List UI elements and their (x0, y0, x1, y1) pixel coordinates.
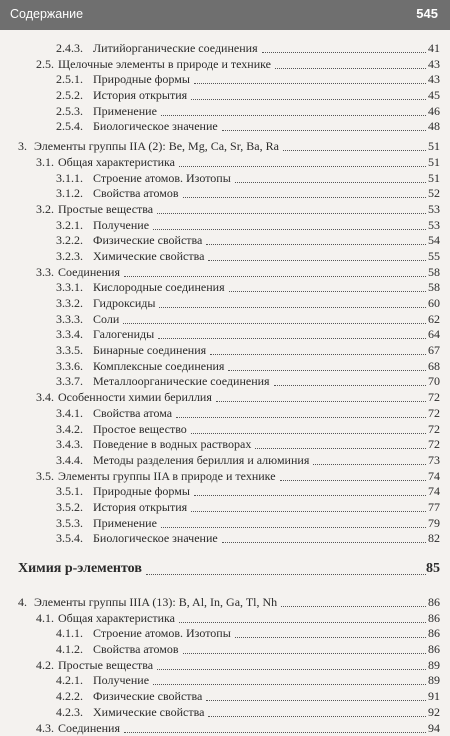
toc-entry-page: 79 (428, 516, 440, 532)
toc-leader-dots (158, 338, 426, 339)
toc-entry (0, 626, 450, 642)
toc-entry-title: Применение (93, 104, 157, 120)
toc-entry-title: Гидроксиды (93, 296, 155, 312)
toc-entry-title: Применение (93, 516, 157, 532)
toc-entry (0, 516, 450, 532)
toc-entry-number: 3.3.1. (56, 280, 83, 296)
toc-entry-page: 72 (428, 406, 440, 422)
toc-entry-title: Щелочные элементы в природе и технике (58, 57, 271, 73)
toc-entry (0, 642, 450, 658)
toc-entry-page: 58 (428, 280, 440, 296)
toc-leader-dots (157, 669, 426, 670)
toc-entry-page: 41 (428, 41, 440, 57)
toc-entry-number: 3.5. (36, 469, 54, 485)
toc-entry-page: 54 (428, 233, 440, 249)
toc-entry-page: 51 (428, 155, 440, 171)
toc-entry (0, 469, 450, 485)
toc-entry-number: 3.5.1. (56, 484, 83, 500)
toc-leader-dots (274, 385, 426, 386)
toc-entry-page: 46 (428, 104, 440, 120)
toc-entry-page: 60 (428, 296, 440, 312)
toc-entry-title: Строение атомов. Изотопы (93, 171, 231, 187)
toc-entry-page: 86 (428, 595, 440, 611)
toc-entry-title: Простые вещества (58, 202, 153, 218)
toc-entry-number: 4.3. (36, 721, 54, 736)
toc-entry-title: Элементы группы IIA (2): Be, Mg, Ca, Sr, Ba, Ra (34, 139, 279, 155)
toc-entry-title: Природные формы (93, 484, 190, 500)
toc-entry-title: Физические свойства (93, 689, 202, 705)
toc-leader-dots (124, 732, 426, 733)
toc-entry-title: Поведение в водных растворах (93, 437, 251, 453)
toc-entry-page: 53 (428, 218, 440, 234)
toc-entry-page: 43 (428, 57, 440, 73)
toc-leader-dots (235, 637, 426, 638)
toc-entry-number: 3.2.1. (56, 218, 83, 234)
toc-entry-page: 86 (428, 626, 440, 642)
toc-leader-dots (183, 653, 426, 654)
page-header (0, 0, 450, 30)
toc-entry (0, 327, 450, 343)
toc-entry-title: Биологическое значение (93, 119, 218, 135)
toc-entry-number: 3.3.3. (56, 312, 83, 328)
toc-entry (0, 218, 450, 234)
toc-entry-title: Литийорганические соединения (93, 41, 258, 57)
toc-entry-number: 2.5.4. (56, 119, 83, 135)
toc-entry (0, 72, 450, 88)
running-title: Содержание (10, 7, 83, 21)
toc-entry (0, 104, 450, 120)
toc-leader-dots (235, 182, 426, 183)
toc-entry-title: История открытия (93, 500, 187, 516)
toc-entry (0, 673, 450, 689)
toc-entry-page: 74 (428, 484, 440, 500)
toc-entry-number: 3.1.1. (56, 171, 83, 187)
toc-entry-title: Элементы группы IIA в природе и технике (58, 469, 276, 485)
toc-entry-title: Особенности химии бериллия (58, 390, 212, 406)
toc-leader-dots (161, 115, 426, 116)
toc-entry (0, 374, 450, 390)
page-number: 545 (416, 6, 438, 21)
toc-leader-dots (191, 433, 426, 434)
toc-entry (0, 658, 450, 674)
toc-entry-title: Элементы группы IIIA (13): B, Al, In, Ga, Tl, Nh (34, 595, 277, 611)
table-of-contents (0, 41, 450, 736)
toc-entry-page: 55 (428, 249, 440, 265)
toc-leader-dots (222, 130, 426, 131)
toc-entry-number: 3.1.2. (56, 186, 83, 202)
toc-entry-number: 3.3.5. (56, 343, 83, 359)
toc-entry-page: 89 (428, 658, 440, 674)
toc-entry-number: 4.1.1. (56, 626, 83, 642)
toc-entry-number: 3.3. (36, 265, 54, 281)
toc-entry-page: 85 (426, 557, 440, 581)
toc-entry-page: 86 (428, 642, 440, 658)
toc-entry (0, 689, 450, 705)
toc-leader-dots (179, 166, 426, 167)
toc-entry (0, 119, 450, 135)
toc-entry-page: 67 (428, 343, 440, 359)
toc-entry-title: Свойства атома (93, 406, 172, 422)
toc-entry-page: 70 (428, 374, 440, 390)
toc-entry-page: 74 (428, 469, 440, 485)
toc-entry (0, 265, 450, 281)
toc-leader-dots (161, 527, 426, 528)
toc-entry-title: Свойства атомов (93, 186, 179, 202)
toc-entry-number: 3.3.4. (56, 327, 83, 343)
toc-entry-page: 72 (428, 390, 440, 406)
toc-entry (0, 57, 450, 73)
toc-leader-dots (176, 417, 426, 418)
toc-entry-page: 72 (428, 422, 440, 438)
toc-leader-dots (146, 574, 426, 575)
toc-leader-dots (228, 370, 426, 371)
toc-entry-number: 3.4.1. (56, 406, 83, 422)
toc-leader-dots (281, 606, 426, 607)
toc-entry-number: 3.5.4. (56, 531, 83, 547)
toc-entry-page: 53 (428, 202, 440, 218)
toc-entry (0, 155, 450, 171)
toc-entry-title: Природные формы (93, 72, 190, 88)
toc-entry (0, 359, 450, 375)
toc-entry (0, 484, 450, 500)
toc-entry (0, 312, 450, 328)
toc-leader-dots (229, 291, 426, 292)
toc-leader-dots (313, 464, 426, 465)
toc-entry-title: Галогениды (93, 327, 154, 343)
toc-entry-title: Простое вещество (93, 422, 187, 438)
toc-leader-dots (222, 542, 426, 543)
toc-leader-dots (208, 716, 426, 717)
toc-entry (0, 139, 450, 155)
toc-entry-title: Простые вещества (58, 658, 153, 674)
toc-entry-title: Бинарные соединения (93, 343, 206, 359)
toc-leader-dots (123, 323, 426, 324)
toc-leader-dots (183, 197, 426, 198)
toc-part (0, 557, 450, 581)
toc-entry-title: Общая характеристика (58, 155, 175, 171)
toc-entry-number: 3.3.7. (56, 374, 83, 390)
toc-entry-page: 43 (428, 72, 440, 88)
toc-leader-dots (153, 229, 426, 230)
toc-leader-dots (262, 52, 426, 53)
toc-leader-dots (255, 448, 426, 449)
toc-entry-number: 4.2. (36, 658, 54, 674)
toc-leader-dots (191, 511, 426, 512)
toc-entry-page: 92 (428, 705, 440, 721)
toc-entry-number: 3.4.4. (56, 453, 83, 469)
toc-entry (0, 531, 450, 547)
toc-entry-number: 2.5. (36, 57, 54, 73)
toc-entry (0, 202, 450, 218)
toc-entry-title: Биологическое значение (93, 531, 218, 547)
toc-entry-page: 52 (428, 186, 440, 202)
toc-entry-title: Комплексные соединения (93, 359, 224, 375)
toc-entry-number: 2.5.3. (56, 104, 83, 120)
toc-entry (0, 437, 450, 453)
toc-entry-title: Строение атомов. Изотопы (93, 626, 231, 642)
toc-entry-number: 3. (18, 139, 27, 155)
toc-leader-dots (208, 260, 426, 261)
toc-entry-number: 3.2.2. (56, 233, 83, 249)
toc-entry (0, 186, 450, 202)
toc-leader-dots (153, 684, 426, 685)
toc-leader-dots (124, 276, 426, 277)
toc-entry-title: Химия p-элементов (18, 557, 142, 581)
toc-entry-page: 48 (428, 119, 440, 135)
toc-leader-dots (210, 354, 426, 355)
toc-entry-page: 94 (428, 721, 440, 736)
toc-entry (0, 233, 450, 249)
toc-entry-title: Физические свойства (93, 233, 202, 249)
toc-entry-number: 3.3.2. (56, 296, 83, 312)
toc-entry-title: Методы разделения бериллия и алюминия (93, 453, 309, 469)
toc-leader-dots (216, 401, 426, 402)
toc-entry (0, 280, 450, 296)
toc-entry-number: 3.5.3. (56, 516, 83, 532)
toc-entry (0, 171, 450, 187)
toc-entry-number: 2.5.1. (56, 72, 83, 88)
toc-entry-page: 89 (428, 673, 440, 689)
toc-entry-number: 3.3.6. (56, 359, 83, 375)
toc-entry-page: 45 (428, 88, 440, 104)
toc-leader-dots (275, 68, 426, 69)
toc-entry-title: Металлоорганические соединения (93, 374, 270, 390)
toc-entry-page: 58 (428, 265, 440, 281)
toc-leader-dots (206, 700, 426, 701)
toc-entry-number: 4.2.2. (56, 689, 83, 705)
toc-entry-number: 3.2. (36, 202, 54, 218)
toc-part-heading (0, 557, 450, 581)
toc-entry-title: Свойства атомов (93, 642, 179, 658)
toc-entry-page: 86 (428, 611, 440, 627)
toc-entry (0, 611, 450, 627)
toc-entry-title: Общая характеристика (58, 611, 175, 627)
toc-entry (0, 406, 450, 422)
toc-entry (0, 500, 450, 516)
toc-leader-dots (283, 150, 426, 151)
toc-entry-page: 68 (428, 359, 440, 375)
toc-leader-dots (194, 495, 426, 496)
toc-leader-dots (159, 307, 426, 308)
toc-entry-title: Получение (93, 218, 149, 234)
toc-entry (0, 249, 450, 265)
toc-entry (0, 41, 450, 57)
toc-leader-dots (280, 480, 426, 481)
toc-entry-number: 3.4. (36, 390, 54, 406)
toc-entry-number: 3.4.3. (56, 437, 83, 453)
toc-entry-page: 51 (428, 139, 440, 155)
toc-entry (0, 595, 450, 611)
toc-entry-number: 4.2.3. (56, 705, 83, 721)
toc-entry-page: 51 (428, 171, 440, 187)
toc-entry-title: Кислородные соединения (93, 280, 225, 296)
toc-entry-number: 4.1.2. (56, 642, 83, 658)
toc-leader-dots (206, 244, 426, 245)
toc-entry-page: 62 (428, 312, 440, 328)
toc-entry-title: Соединения (58, 265, 120, 281)
toc-entry-page: 91 (428, 689, 440, 705)
toc-entry-number: 3.1. (36, 155, 54, 171)
toc-entry-number: 3.5.2. (56, 500, 83, 516)
toc-entry (0, 390, 450, 406)
toc-entry-title: Соли (93, 312, 119, 328)
toc-entry-title: Химические свойства (93, 705, 204, 721)
toc-entry-title: История открытия (93, 88, 187, 104)
toc-entry-title: Химические свойства (93, 249, 204, 265)
toc-entry-title: Соединения (58, 721, 120, 736)
toc-entry-number: 4.1. (36, 611, 54, 627)
toc-entry-number: 2.5.2. (56, 88, 83, 104)
toc-entry-page: 82 (428, 531, 440, 547)
toc-entry (0, 721, 450, 736)
toc-entry-page: 64 (428, 327, 440, 343)
toc-entry (0, 343, 450, 359)
toc-entry-page: 72 (428, 437, 440, 453)
toc-entry-number: 3.4.2. (56, 422, 83, 438)
toc-leader-dots (179, 622, 426, 623)
toc-entry-page: 73 (428, 453, 440, 469)
toc-entry (0, 296, 450, 312)
toc-leader-dots (191, 99, 426, 100)
toc-entry-number: 4.2.1. (56, 673, 83, 689)
toc-leader-dots (157, 213, 426, 214)
toc-entry (0, 453, 450, 469)
toc-entry (0, 705, 450, 721)
toc-entry (0, 422, 450, 438)
toc-leader-dots (194, 83, 426, 84)
toc-entry-number: 2.4.3. (56, 41, 83, 57)
toc-entry-title: Получение (93, 673, 149, 689)
toc-entry-number: 3.2.3. (56, 249, 83, 265)
toc-entry-page: 77 (428, 500, 440, 516)
toc-entry-number: 4. (18, 595, 27, 611)
toc-entry (0, 88, 450, 104)
